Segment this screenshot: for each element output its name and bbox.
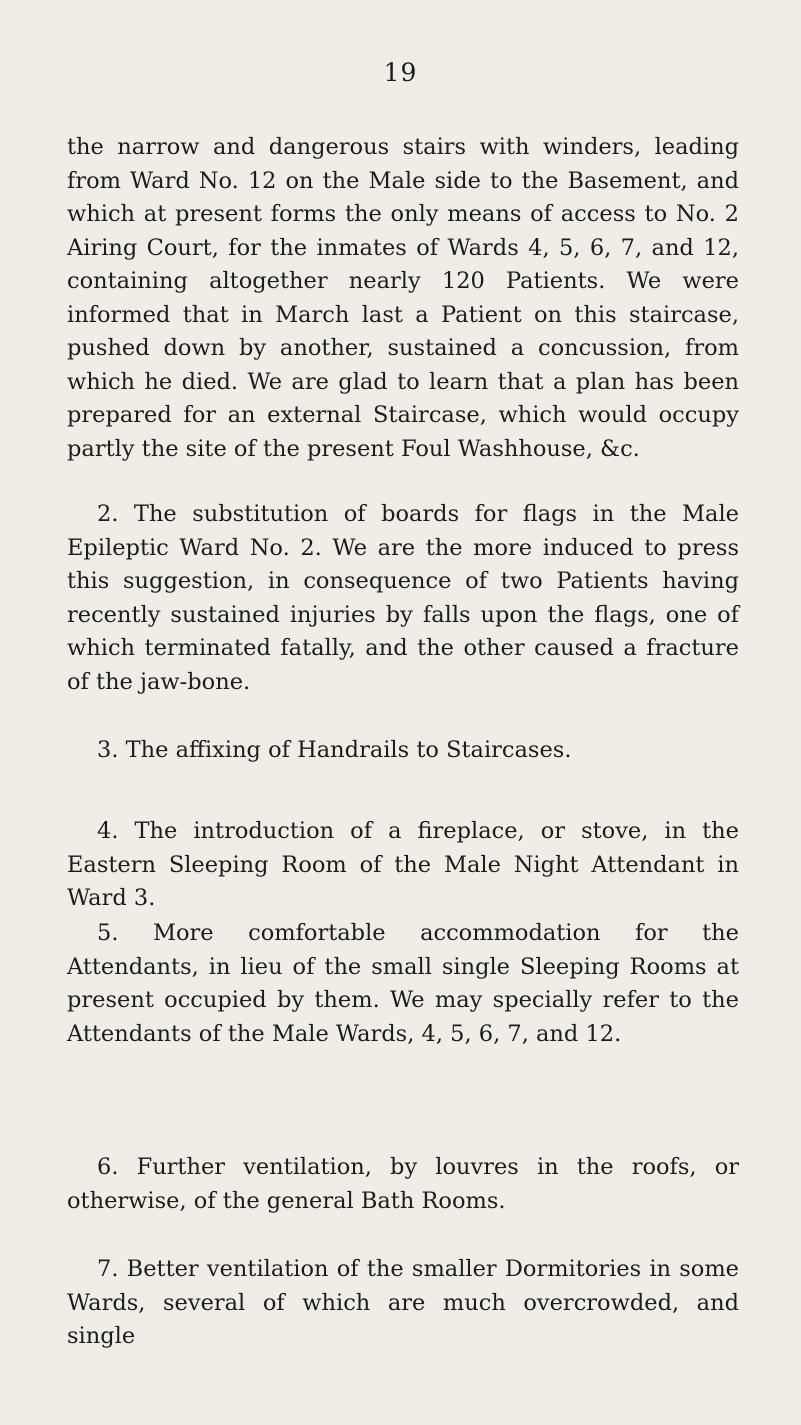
paragraph-stairs-continuation: the narrow and dangerous stairs with winders, leading from Ward No. 12 on the Male side to the Basement, and which at present forms the only means of access to No. 2 Airing Court, for the inmates of Wards 4, 5, 6, 7, and 12, containing altogether nearly 120 Patients. We were informed that in March last a Patient on this staircase, pushed down by another, sustained a concussion, from which he died. We are glad to learn that a plan has been prepared for an external Staircase, which would occupy partly the site of the present Foul Washhouse, &c. [67, 134, 739, 462]
paragraph-item-5-accommodation: 5. More comfortable accommodation for the Attendants, in lieu of the small single Sleeping Rooms at present occupied by them. We may specially refer to the Attendants of the Male Wards, 4, 5, 6, 7, and 12. [67, 920, 739, 1047]
paragraph-item-4-fireplace: 4. The introduction of a fireplace, or stove, in the Eastern Sleeping Room of the Male Night Attendant in Ward 3. [67, 818, 739, 911]
paragraph-item-2-boards: 2. The substitution of boards for flags in the Male Epileptic Ward No. 2. We are the more induced to press this suggestion, in consequence of two Patients having recently sustained injuries by falls upon the flags, one of which terminated fatally, and the other caused a fracture of the jaw-bone. [67, 501, 739, 695]
paragraph-item-3-handrails: 3. The affixing of Handrails to Staircases. [97, 737, 572, 763]
page-number: 19 [383, 58, 418, 87]
paragraph-item-6-bath-ventilation: 6. Further ventilation, by louvres in the roofs, or otherwise, of the general Bath Rooms. [67, 1154, 739, 1214]
paragraph-item-7-dormitory-ventilation: 7. Better ventilation of the smaller Dormitories in some Wards, several of which are much overcrowded, and single [67, 1256, 739, 1349]
